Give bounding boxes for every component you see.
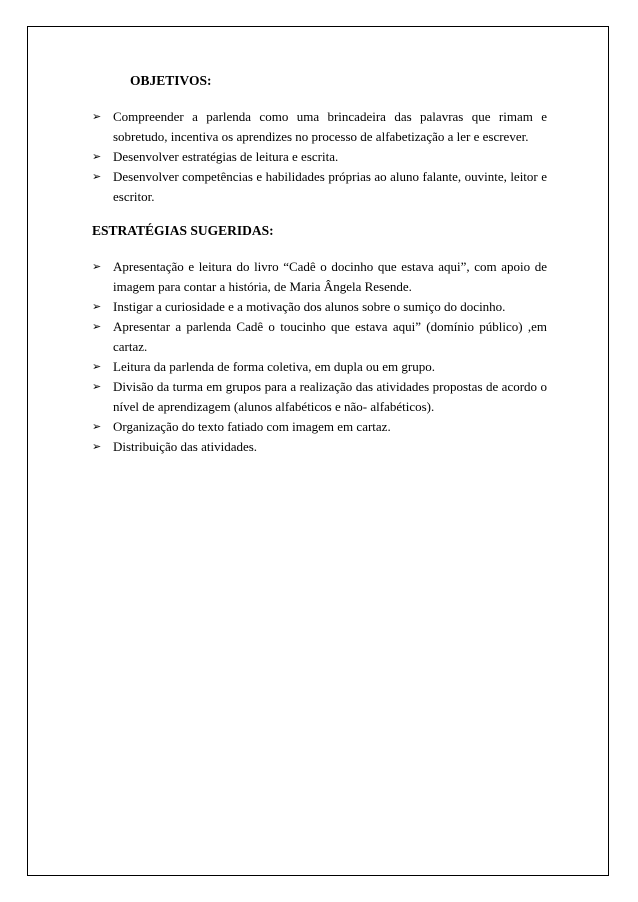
list-item	[92, 107, 547, 147]
arrow-bullet-icon: ➢	[92, 420, 102, 433]
list-item-text: Desenvolver estratégias de leitura e escrita.	[113, 149, 339, 164]
list-item	[92, 437, 547, 457]
arrow-bullet-icon: ➢	[92, 380, 102, 393]
list-item-text: Divisão da turma em grupos para a realização das atividades propostas de acordo o nível de aprendizagem (alunos alfabéticos e não- alfabéticos).	[113, 379, 547, 414]
arrow-bullet-icon: ➢	[92, 440, 102, 453]
objetivos-list	[92, 107, 547, 207]
list-item	[92, 147, 547, 167]
arrow-bullet-icon: ➢	[92, 110, 102, 123]
estrategias-list	[92, 257, 547, 457]
arrow-bullet-icon: ➢	[92, 170, 102, 183]
arrow-bullet-icon: ➢	[92, 360, 102, 373]
arrow-bullet-icon: ➢	[92, 150, 102, 163]
arrow-bullet-icon: ➢	[92, 320, 102, 333]
list-item-text: Instigar a curiosidade e a motivação dos alunos sobre o sumiço do docinho.	[113, 299, 506, 314]
list-item-text: Desenvolver competências e habilidades próprias ao aluno falante, ouvinte, leitor e escritor.	[113, 169, 547, 204]
arrow-bullet-icon: ➢	[92, 260, 102, 273]
list-item-text: Apresentar a parlenda Cadê o toucinho que estava aqui” (domínio público) ,em cartaz.	[113, 319, 547, 354]
list-item-text: Leitura da parlenda de forma coletiva, em dupla ou em grupo.	[113, 359, 435, 374]
objetivos-heading: OBJETIVOS:	[130, 73, 212, 88]
list-item	[92, 297, 547, 317]
list-item	[92, 167, 547, 207]
estrategias-heading: ESTRATÉGIAS SUGERIDAS:	[92, 223, 274, 238]
list-item	[92, 417, 547, 437]
arrow-bullet-icon: ➢	[92, 300, 102, 313]
list-item-text: Distribuição das atividades.	[113, 439, 258, 454]
list-item	[92, 357, 547, 377]
list-item-text: Organização do texto fatiado com imagem em cartaz.	[113, 419, 391, 434]
list-item	[92, 257, 547, 297]
list-item-text: Compreender a parlenda como uma brincadeira das palavras que rimam e sobretudo, incentiva os aprendizes no processo de alfabetização a ler e escrever.	[113, 109, 547, 144]
list-item	[92, 377, 547, 417]
list-item-text: Apresentação e leitura do livro “Cadê o docinho que estava aqui”, com apoio de imagem para contar a história, de Maria Ângela Resende.	[113, 259, 547, 294]
list-item	[92, 317, 547, 357]
